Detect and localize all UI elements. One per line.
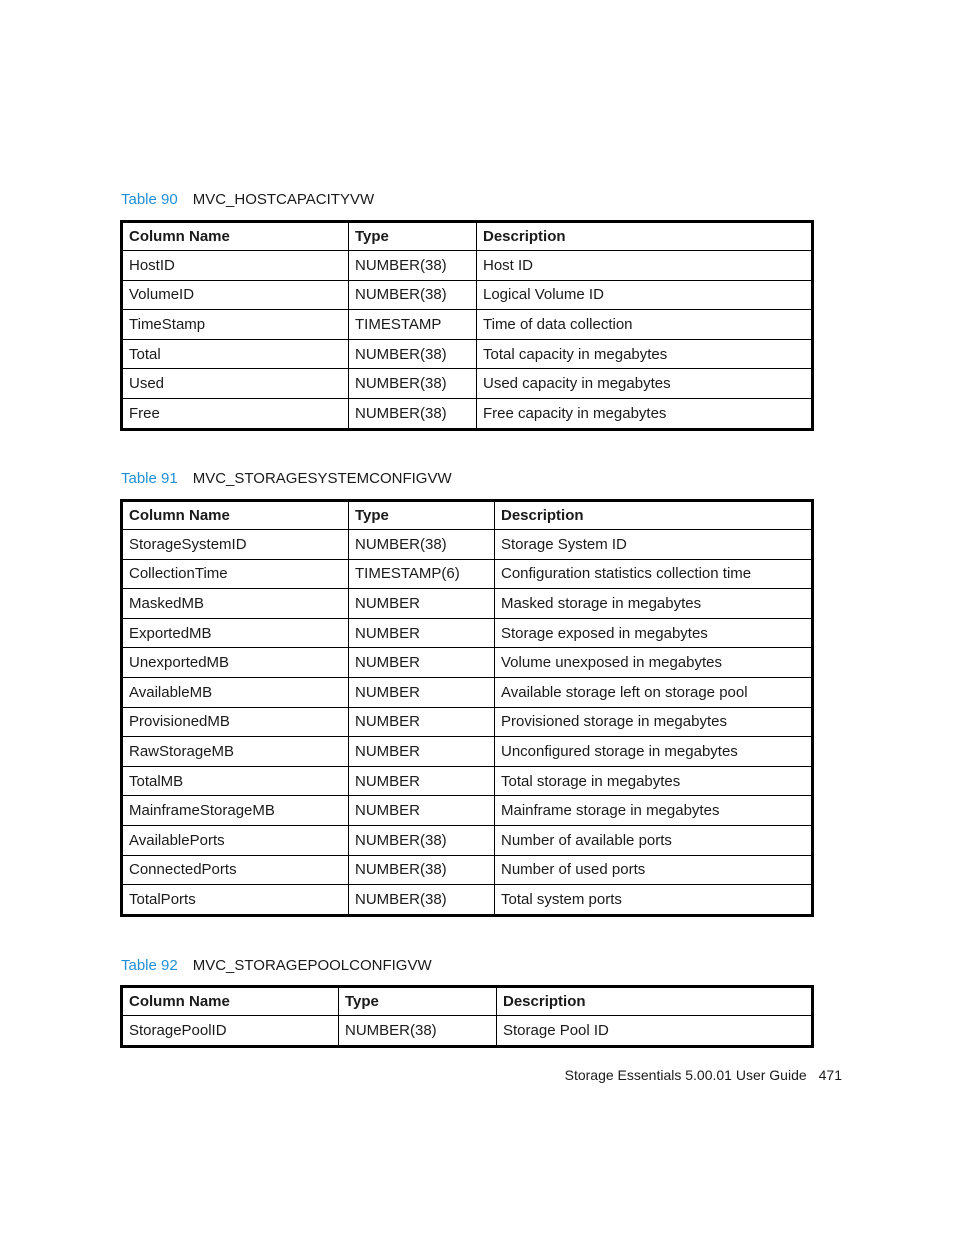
table-row	[122, 280, 813, 310]
table-cell: NUMBER	[349, 737, 495, 767]
page-footer	[565, 1067, 842, 1083]
table-90-caption	[121, 191, 374, 208]
table-cell: Number of used ports	[495, 855, 813, 885]
table-row	[122, 737, 813, 767]
table-92	[120, 985, 814, 1048]
table-cell: TotalMB	[122, 766, 349, 796]
table-row	[122, 559, 813, 589]
table-cell: NUMBER	[349, 677, 495, 707]
table-92-caption	[121, 957, 432, 974]
table-cell: AvailableMB	[122, 677, 349, 707]
table-cell: NUMBER	[349, 796, 495, 826]
table-row	[122, 369, 813, 399]
table-cell: HostID	[122, 251, 349, 281]
table-cell: Provisioned storage in megabytes	[495, 707, 813, 737]
table-cell: Configuration statistics collection time	[495, 559, 813, 589]
table-cell: Total system ports	[495, 885, 813, 916]
table-cell: NUMBER	[349, 766, 495, 796]
table-cell: NUMBER(38)	[349, 825, 495, 855]
table-header-row	[122, 501, 813, 530]
table-cell: UnexportedMB	[122, 648, 349, 678]
table-cell: TIMESTAMP	[349, 310, 477, 340]
table-row	[122, 251, 813, 281]
table-cell: TotalPorts	[122, 885, 349, 916]
table-row	[122, 825, 813, 855]
table-cell: ProvisionedMB	[122, 707, 349, 737]
column-header: Description	[495, 501, 813, 530]
page-number: 471	[818, 1067, 842, 1083]
table-cell: NUMBER(38)	[349, 398, 477, 429]
table-row	[122, 1016, 813, 1047]
table-number-label: Table 92	[121, 957, 178, 974]
table-cell: AvailablePorts	[122, 825, 349, 855]
footer-title: Storage Essentials 5.00.01 User Guide	[564, 1067, 807, 1083]
table-cell: Used	[122, 369, 349, 399]
table-row	[122, 796, 813, 826]
table-cell: Used capacity in megabytes	[477, 369, 813, 399]
table-row	[122, 885, 813, 916]
table-cell: Free	[122, 398, 349, 429]
table-row	[122, 618, 813, 648]
table-cell: NUMBER(38)	[349, 251, 477, 281]
table-row	[122, 648, 813, 678]
table-row	[122, 677, 813, 707]
table-row	[122, 766, 813, 796]
table-91	[120, 499, 814, 917]
table-cell: MainframeStorageMB	[122, 796, 349, 826]
table-title: MVC_HOSTCAPACITYVW	[192, 191, 375, 208]
table-row	[122, 530, 813, 560]
table-row	[122, 310, 813, 340]
table-cell: NUMBER(38)	[349, 280, 477, 310]
table-cell: Host ID	[477, 251, 813, 281]
table-cell: NUMBER(38)	[349, 855, 495, 885]
table-cell: Time of data collection	[477, 310, 813, 340]
table-row	[122, 589, 813, 619]
table-cell: StorageSystemID	[122, 530, 349, 560]
table-row	[122, 339, 813, 369]
column-header: Type	[339, 987, 497, 1016]
table-cell: Mainframe storage in megabytes	[495, 796, 813, 826]
table-cell: NUMBER	[349, 589, 495, 619]
table-cell: Total storage in megabytes	[495, 766, 813, 796]
table-cell: Available storage left on storage pool	[495, 677, 813, 707]
table-cell: NUMBER(38)	[349, 530, 495, 560]
table-cell: NUMBER	[349, 648, 495, 678]
column-header: Column Name	[122, 501, 349, 530]
table-cell: NUMBER(38)	[349, 369, 477, 399]
column-header: Description	[497, 987, 813, 1016]
table-cell: StoragePoolID	[122, 1016, 339, 1047]
table-cell: NUMBER	[349, 618, 495, 648]
column-header: Description	[477, 222, 813, 251]
table-cell: TIMESTAMP(6)	[349, 559, 495, 589]
table-cell: NUMBER(38)	[349, 885, 495, 916]
table-cell: NUMBER(38)	[349, 339, 477, 369]
table-cell: NUMBER(38)	[339, 1016, 497, 1047]
table-cell: Number of available ports	[495, 825, 813, 855]
table-91-caption	[121, 470, 452, 487]
table-row	[122, 855, 813, 885]
table-90	[120, 220, 814, 431]
table-number-label: Table 90	[121, 191, 178, 208]
table-cell: MaskedMB	[122, 589, 349, 619]
table-cell: Masked storage in megabytes	[495, 589, 813, 619]
table-header-row	[122, 987, 813, 1016]
table-cell: Storage System ID	[495, 530, 813, 560]
table-number-label: Table 91	[121, 470, 178, 487]
table-cell: RawStorageMB	[122, 737, 349, 767]
table-cell: ExportedMB	[122, 618, 349, 648]
table-cell: Logical Volume ID	[477, 280, 813, 310]
table-cell: TimeStamp	[122, 310, 349, 340]
table-cell: Total capacity in megabytes	[477, 339, 813, 369]
table-cell: CollectionTime	[122, 559, 349, 589]
table-title: MVC_STORAGESYSTEMCONFIGVW	[192, 470, 452, 487]
table-row	[122, 398, 813, 429]
table-cell: Storage exposed in megabytes	[495, 618, 813, 648]
table-cell: ConnectedPorts	[122, 855, 349, 885]
table-cell: VolumeID	[122, 280, 349, 310]
column-header: Column Name	[122, 222, 349, 251]
table-cell: Storage Pool ID	[497, 1016, 813, 1047]
column-header: Type	[349, 222, 477, 251]
table-cell: Free capacity in megabytes	[477, 398, 813, 429]
column-header: Type	[349, 501, 495, 530]
column-header: Column Name	[122, 987, 339, 1016]
table-cell: NUMBER	[349, 707, 495, 737]
table-row	[122, 707, 813, 737]
table-header-row	[122, 222, 813, 251]
table-cell: Volume unexposed in megabytes	[495, 648, 813, 678]
table-title: MVC_STORAGEPOOLCONFIGVW	[192, 957, 432, 974]
table-cell: Total	[122, 339, 349, 369]
table-cell: Unconfigured storage in megabytes	[495, 737, 813, 767]
